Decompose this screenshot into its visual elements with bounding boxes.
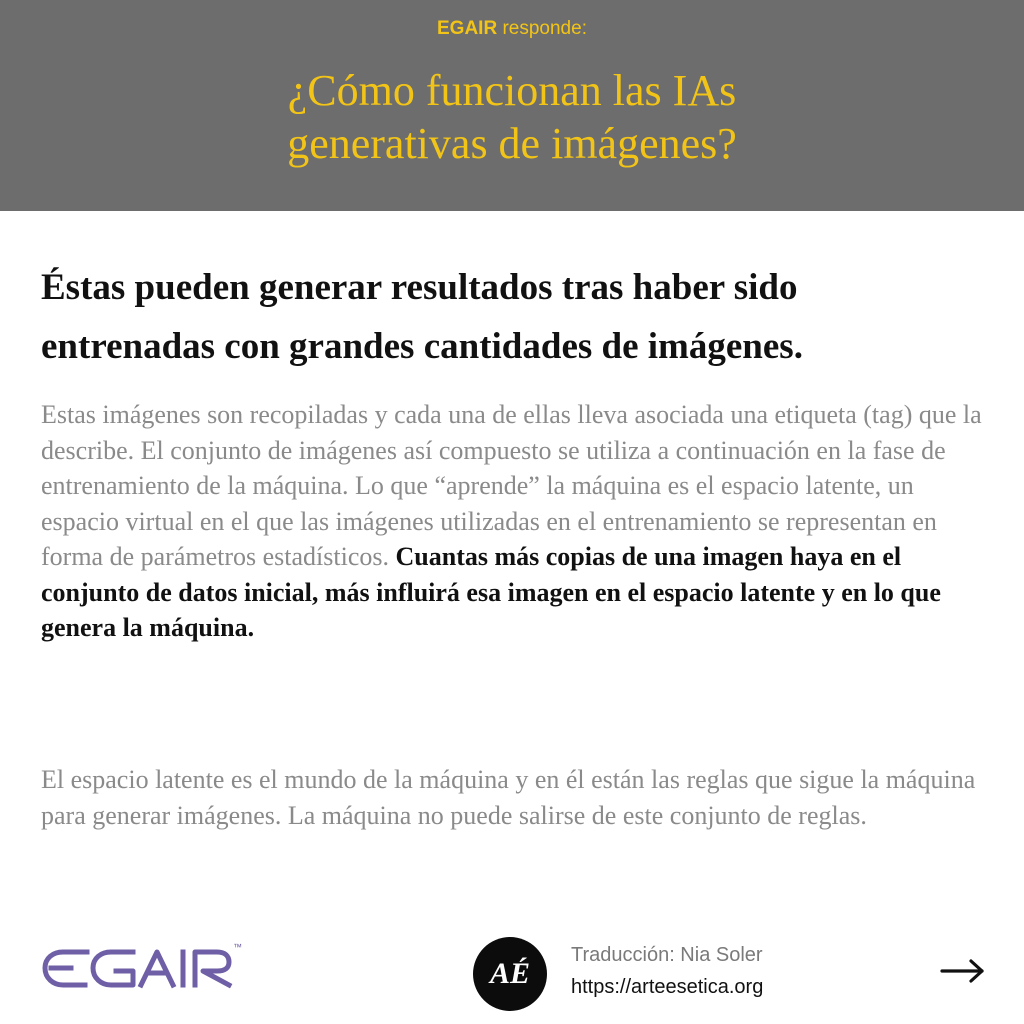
header-banner — [0, 0, 1024, 211]
body-paragraph-2: El espacio latente es el mundo de la máquina y en él están las reglas que sigue la máquina para generar imágenes. La máquina no puede salirse de este conjunto de reglas. — [41, 765, 976, 830]
website-link[interactable]: https://arteesetica.org — [571, 976, 764, 998]
egair-logo-graphic — [41, 946, 251, 990]
page-title — [0, 64, 1024, 170]
kicker-brand: EGAIR — [437, 18, 498, 39]
arrow-right-icon[interactable] — [938, 953, 988, 989]
trademark-mark: ™ — [233, 942, 242, 952]
paragraph-1-emphasis: Cuantas más copias de una imagen haya en el conjunto de datos inicial, más influirá esa imagen en el espacio latente y en lo que genera la máquina. — [41, 542, 941, 642]
kicker-text: responde: — [497, 18, 587, 39]
paragraph-1-text: Estas imágenes son recopiladas y cada una de ellas lleva asociada una etiqueta (tag) que la describe. El conjunto de imágenes así compuesto se utiliza a continuación en la fase de entrenamiento de la máquina. Lo que “aprende” la máquina es el espacio latente, un espacio virtual en el que las imágenes utilizadas en el entrenamiento se representan en forma de parámetros estadísticos. — [41, 400, 982, 571]
translation-credit: Traducción: Nia Soler — [571, 944, 763, 966]
ae-logo-text: AÉ — [489, 957, 531, 990]
headline-line-1: Éstas pueden generar resultados tras haber sido — [41, 267, 798, 308]
body-paragraph-1 — [41, 397, 991, 646]
headline-line-2: entrenadas con grandes cantidades de imágenes. — [41, 326, 803, 367]
egair-logo — [41, 942, 251, 995]
credits — [571, 941, 763, 1001]
ae-logo — [473, 937, 547, 1011]
headline — [41, 258, 1001, 376]
title-line-1: ¿Cómo funcionan las IAs — [287, 66, 737, 115]
header-kicker — [0, 18, 1024, 40]
title-line-2: generativas de imágenes? — [287, 119, 737, 168]
